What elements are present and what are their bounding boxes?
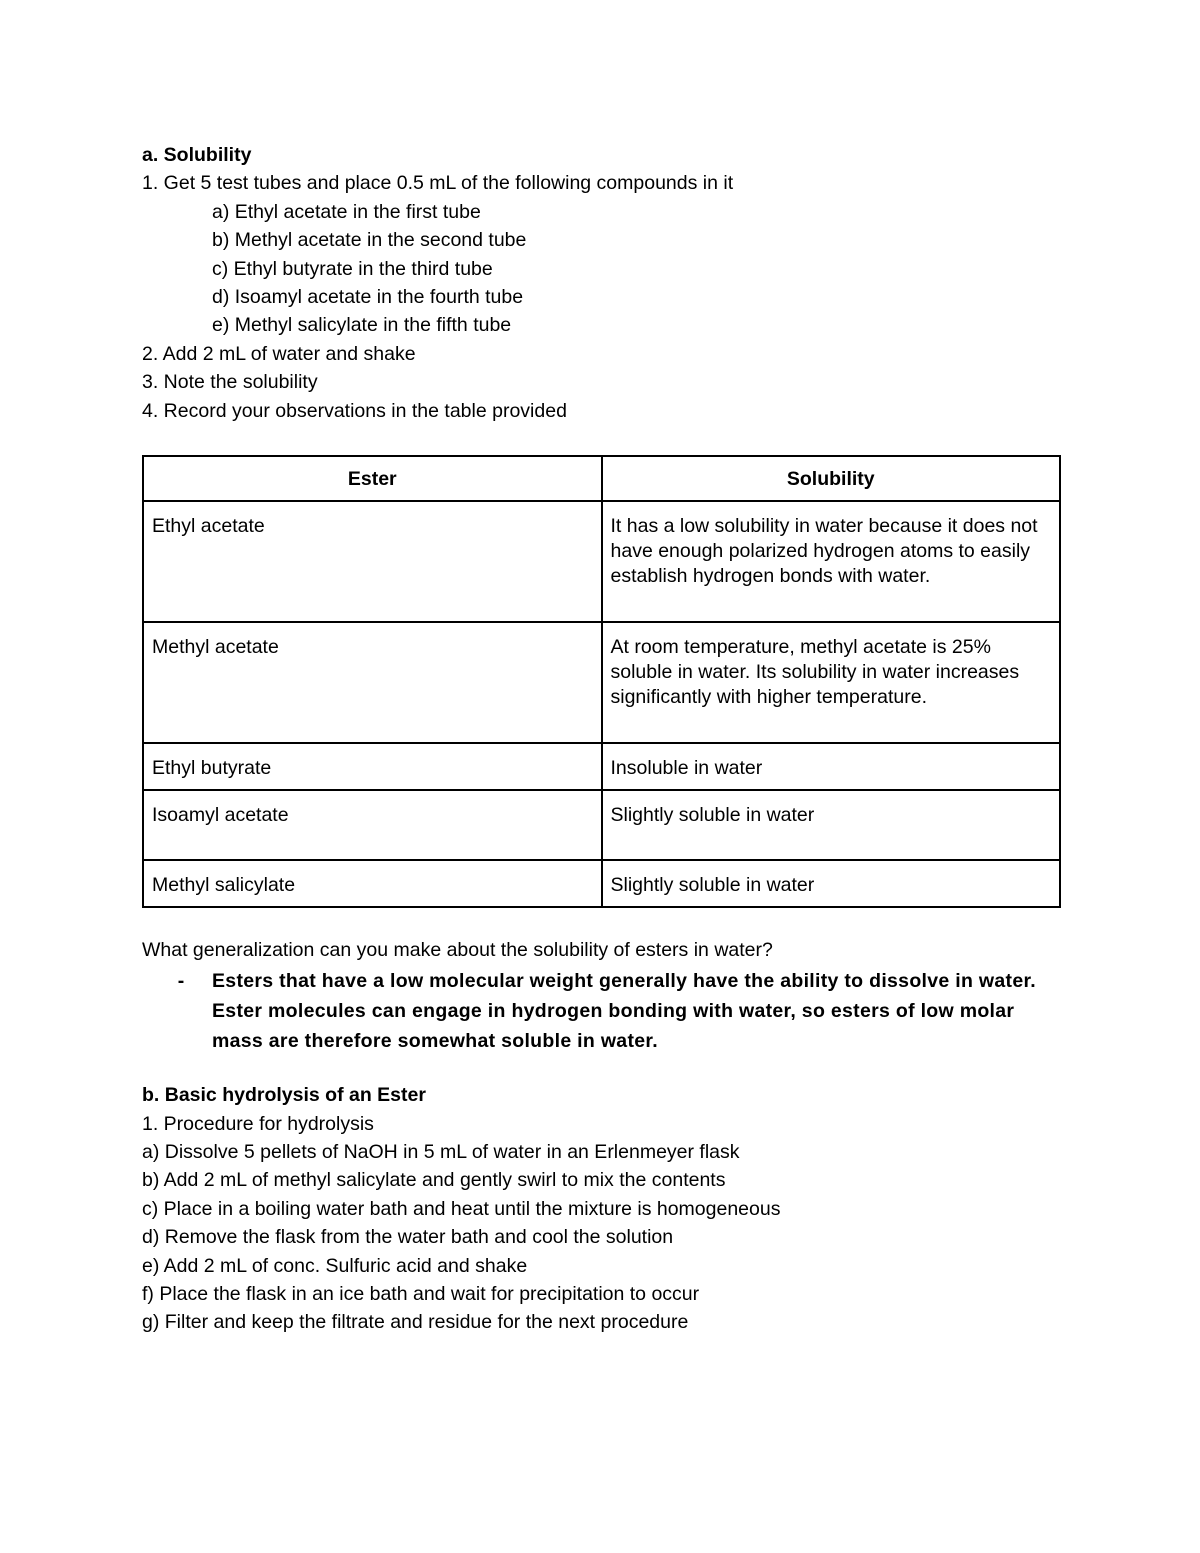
step-1: 1. Get 5 test tubes and place 0.5 mL of the following compounds in it [142, 172, 734, 195]
table-row [143, 743, 1060, 790]
procedure-step: d) Remove the flask from the water bath and cool the solution [142, 1226, 674, 1249]
answer-block [142, 966, 1062, 1056]
document-page [142, 141, 1062, 1337]
step-4: 4. Record your observations in the table provided [142, 399, 567, 422]
ester-cell: Isoamyl acetate [143, 790, 602, 860]
substep-c: c) Ethyl butyrate in the third tube [212, 257, 493, 280]
ester-cell: Methyl salicylate [143, 860, 602, 907]
ester-cell: Methyl acetate [143, 622, 602, 743]
ester-cell: Ethyl butyrate [143, 743, 602, 790]
header-solubility: Solubility [602, 456, 1061, 501]
section-a-heading: a. Solubility [142, 144, 252, 166]
procedure-step: 1. Procedure for hydrolysis [142, 1112, 374, 1135]
bullet-dash: - [177, 970, 185, 993]
solubility-cell: Slightly soluble in water [602, 790, 1061, 860]
procedure-step: e) Add 2 mL of conc. Sulfuric acid and shake [142, 1254, 528, 1277]
header-ester: Ester [143, 456, 602, 501]
substep-d: d) Isoamyl acetate in the fourth tube [212, 285, 524, 308]
solubility-table [142, 455, 1061, 908]
procedure-step: a) Dissolve 5 pellets of NaOH in 5 mL of water in an Erlenmeyer flask [142, 1141, 740, 1164]
step-3: 3. Note the solubility [142, 371, 318, 394]
question-text: What generalization can you make about the solubility of esters in water? [142, 938, 773, 961]
table-row [143, 790, 1060, 860]
table-row [143, 501, 1060, 622]
table-row [143, 622, 1060, 743]
solubility-cell: Insoluble in water [602, 743, 1061, 790]
section-b-heading: b. Basic hydrolysis of an Ester [142, 1084, 426, 1107]
substep-e: e) Methyl salicylate in the fifth tube [212, 314, 512, 337]
ester-cell: Ethyl acetate [143, 501, 602, 622]
table-header-row [143, 456, 1060, 501]
procedure-step: b) Add 2 mL of methyl salicylate and gently swirl to mix the contents [142, 1169, 726, 1192]
solubility-cell: At room temperature, methyl acetate is 25% soluble in water. Its solubility in water increases significantly with higher temperature. [602, 622, 1061, 743]
table-row [143, 860, 1060, 907]
procedure-step: f) Place the flask in an ice bath and wait for precipitation to occur [142, 1283, 700, 1306]
substep-a: a) Ethyl acetate in the first tube [212, 200, 481, 223]
step-2: 2. Add 2 mL of water and shake [142, 342, 416, 365]
procedure-step: g) Filter and keep the filtrate and residue for the next procedure [142, 1311, 689, 1334]
solubility-cell: Slightly soluble in water [602, 860, 1061, 907]
substep-b: b) Methyl acetate in the second tube [212, 229, 527, 252]
procedure-step: c) Place in a boiling water bath and heat until the mixture is homogeneous [142, 1197, 781, 1220]
solubility-cell: It has a low solubility in water because it does not have enough polarized hydrogen atoms to easily establish hydrogen bonds with water. [602, 501, 1061, 622]
answer-text: Esters that have a low molecular weight generally have the ability to dissolve in water. Ester molecules can engage in hydrogen bonding with water, so esters of low molar mass are therefore somewhat soluble in water. [212, 970, 1036, 1053]
